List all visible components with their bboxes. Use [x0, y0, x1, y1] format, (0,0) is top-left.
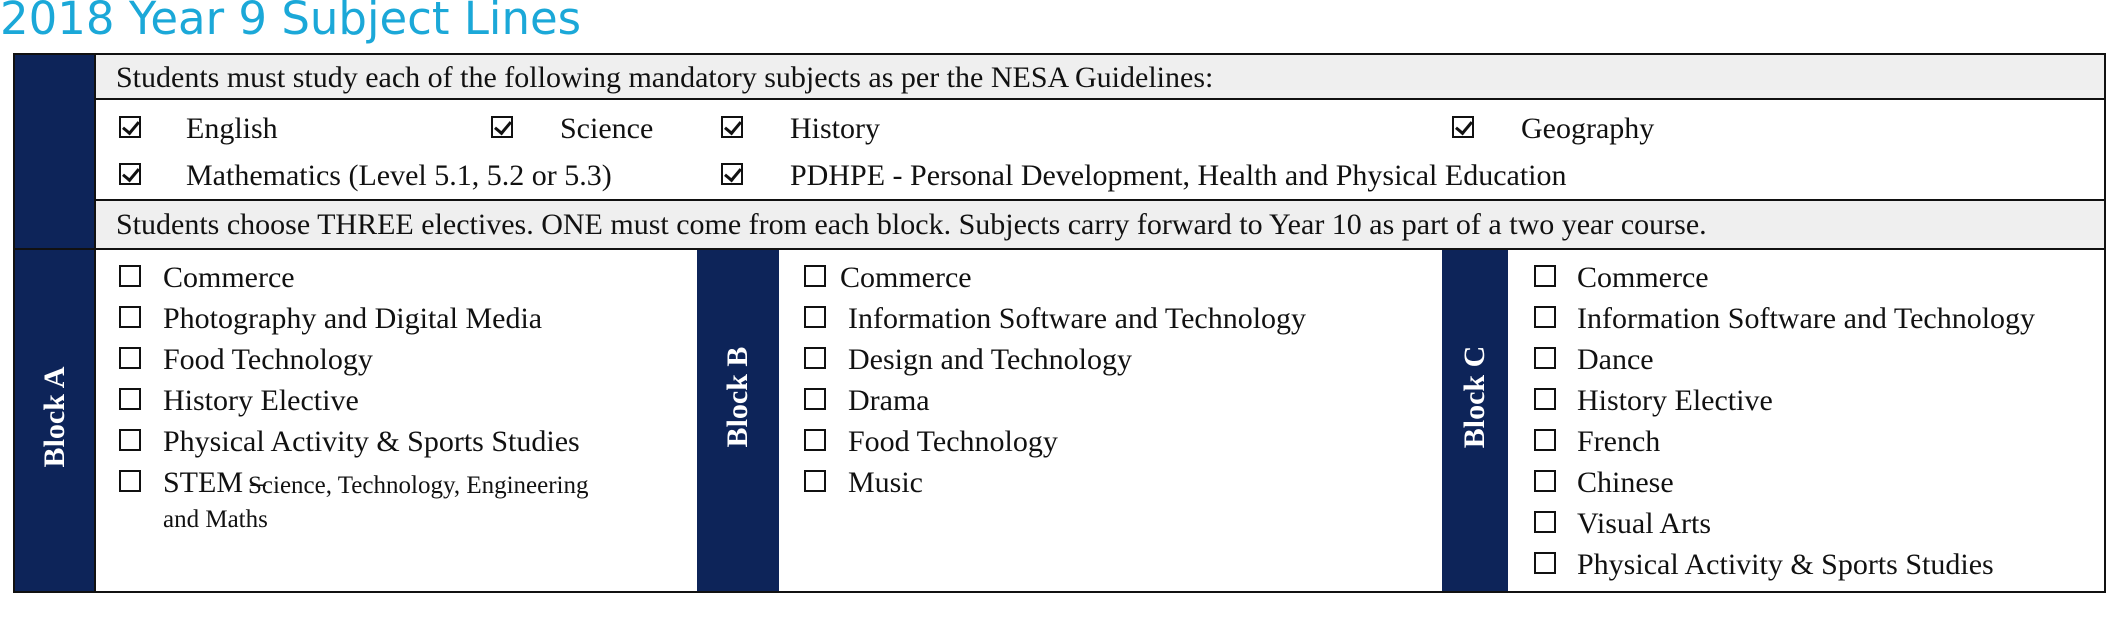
block-a-checkbox[interactable]	[119, 429, 141, 451]
block-a-item: History Elective	[163, 384, 359, 417]
block-a-checkbox[interactable]	[119, 470, 141, 492]
block-c-checkbox[interactable]	[1534, 388, 1556, 410]
block-b-item: Information Software and Technology	[848, 302, 1307, 335]
stem-detail: Science, Technology, Engineering	[248, 472, 589, 499]
block-c-checkbox[interactable]	[1534, 429, 1556, 451]
block-b-item: Drama	[848, 384, 930, 417]
science-checkbox[interactable]	[491, 116, 513, 138]
mandatory-science: Science	[560, 112, 654, 145]
divider	[15, 248, 2104, 250]
block-c-item: Physical Activity & Sports Studies	[1577, 548, 1994, 581]
block-b-item: Food Technology	[848, 425, 1058, 458]
mandatory-pdhpe: PDHPE - Personal Development, Health and Physical Education	[790, 159, 1567, 192]
mandatory-geography: Geography	[1521, 112, 1655, 145]
block-c-checkbox[interactable]	[1534, 552, 1556, 574]
mathematics-checkbox[interactable]	[119, 163, 141, 185]
stem-detail: and Maths	[163, 506, 268, 533]
block-c-item: History Elective	[1577, 384, 1773, 417]
block-a-label: Block A	[38, 366, 71, 468]
geography-checkbox[interactable]	[1452, 116, 1474, 138]
mandatory-history: History	[790, 112, 880, 145]
block-c-item: Information Software and Technology	[1577, 302, 2036, 335]
block-a-item: Commerce	[163, 261, 295, 294]
block-c-label: Block C	[1458, 345, 1491, 449]
block-a-item: Physical Activity & Sports Studies	[163, 425, 580, 458]
block-a-item: STEM –	[163, 466, 266, 499]
block-b-checkbox[interactable]	[804, 388, 826, 410]
divider	[94, 55, 96, 591]
divider	[94, 98, 2104, 100]
english-checkbox[interactable]	[119, 116, 141, 138]
block-c-item: French	[1577, 425, 1661, 458]
history-checkbox[interactable]	[721, 116, 743, 138]
block-c-item: Visual Arts	[1577, 507, 1712, 540]
block-c-checkbox[interactable]	[1534, 347, 1556, 369]
block-a-checkbox[interactable]	[119, 347, 141, 369]
page-title: 2018 Year 9 Subject Lines	[0, 0, 582, 45]
block-b-item: Music	[848, 466, 923, 499]
block-b-item: Commerce	[840, 261, 972, 294]
block-a-checkbox[interactable]	[119, 265, 141, 287]
pdhpe-checkbox[interactable]	[721, 163, 743, 185]
mandatory-intro: Students must study each of the following mandatory subjects as per the NESA Guidelines:	[116, 61, 1214, 94]
block-c-checkbox[interactable]	[1534, 306, 1556, 328]
block-b-item: Design and Technology	[848, 343, 1132, 376]
block-b-checkbox[interactable]	[804, 470, 826, 492]
block-b-label: Block B	[721, 346, 754, 448]
divider	[94, 199, 2104, 201]
block-a-checkbox[interactable]	[119, 388, 141, 410]
block-b-checkbox[interactable]	[804, 265, 826, 287]
block-c-item: Dance	[1577, 343, 1654, 376]
mandatory-side-bar	[15, 55, 94, 250]
block-c-checkbox[interactable]	[1534, 511, 1556, 533]
mandatory-mathematics: Mathematics (Level 5.1, 5.2 or 5.3)	[186, 159, 612, 192]
block-a-item: Food Technology	[163, 343, 373, 376]
block-c-checkbox[interactable]	[1534, 265, 1556, 287]
block-b-checkbox[interactable]	[804, 306, 826, 328]
block-b-checkbox[interactable]	[804, 429, 826, 451]
block-c-checkbox[interactable]	[1534, 470, 1556, 492]
block-c-item: Commerce	[1577, 261, 1709, 294]
block-b-checkbox[interactable]	[804, 347, 826, 369]
block-a-item: Photography and Digital Media	[163, 302, 543, 335]
block-a-checkbox[interactable]	[119, 306, 141, 328]
block-c-item: Chinese	[1577, 466, 1674, 499]
mandatory-english: English	[186, 112, 278, 145]
electives-intro: Students choose THREE electives. ONE must come from each block. Subjects carry forward to Year 10 as part of a two year course.	[116, 208, 1707, 241]
